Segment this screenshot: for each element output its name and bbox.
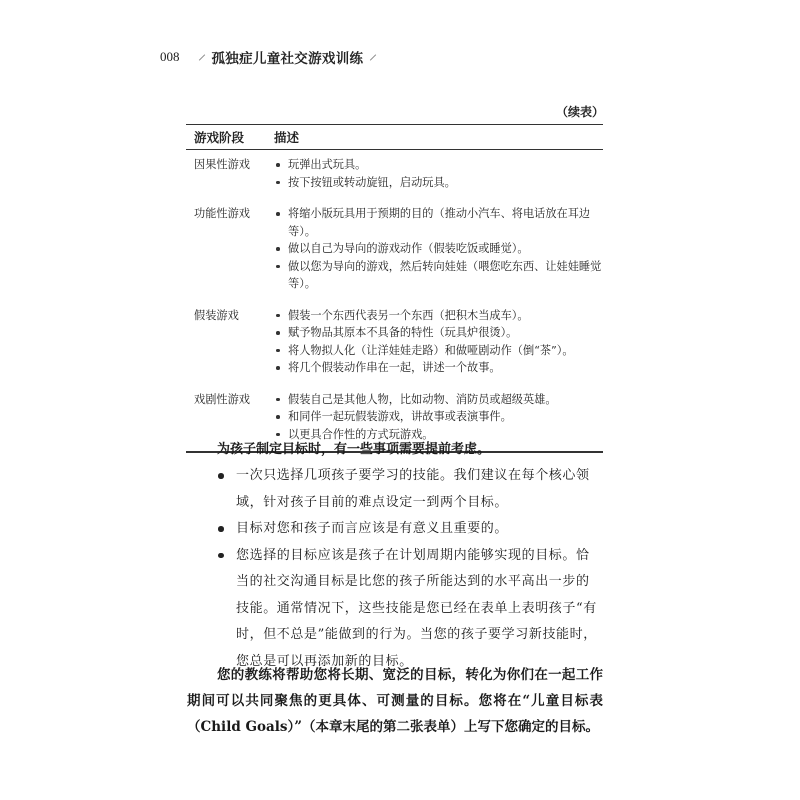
stage-cell: 功能性游戏 xyxy=(194,207,250,220)
description-text: 将缩小版玩具用于预期的目的（推动小汽车、将电话放在耳边等）。 xyxy=(288,207,591,238)
consideration-text: 目标对您和孩子而言应该是有意义且重要的。 xyxy=(236,521,509,536)
play-stages-table xyxy=(186,124,603,453)
book-title: 孤独症儿童社交游戏训练 xyxy=(211,51,364,67)
intro-text: 为孩子制定目标时，有一些事项需要提前考虑。 xyxy=(217,442,491,457)
bullet-icon xyxy=(218,473,224,479)
bullet-icon xyxy=(276,265,280,269)
consideration-text: 一次只选择几项孩子要学习的技能。我们建议在每个核心领域，针对孩子目前的难点设定一到两个目标。 xyxy=(236,468,590,510)
description-item xyxy=(274,258,603,293)
description-item xyxy=(274,174,603,192)
description-text: 赋予物品其原本不具备的特性（玩具炉很烫）。 xyxy=(288,326,518,339)
description-item xyxy=(274,359,603,377)
bullet-icon xyxy=(276,331,280,335)
divider-slash-icon xyxy=(198,54,204,60)
description-item xyxy=(274,324,603,342)
description-text: 假装一个东西代表另一个东西（把积木当成车）。 xyxy=(288,308,529,322)
description-text: 将几个假装动作串在一起，讲述一个故事。 xyxy=(288,361,501,374)
consideration-item xyxy=(217,516,603,543)
description-item xyxy=(274,307,603,325)
description-text: 将人物拟人化（让洋娃娃走路）和做哑剧动作（倒“茶”）。 xyxy=(288,343,574,357)
description-text: 以更具合作性的方式玩游戏。 xyxy=(288,427,434,441)
description-item xyxy=(274,205,603,240)
bullet-icon xyxy=(276,366,280,370)
description-cell xyxy=(274,156,603,191)
consideration-text: 您选择的目标应该是孩子在计划周期内能够实现的目标。恰当的社交沟通目标是比您的孩子所能达到的水平高出一步的技能。通常情况下，这些技能是您已经在表单上表明孩子“有时，但不总是”能做到的行为。当您的孩子要学习新技能时，您总是可以再添加新的目标。 xyxy=(236,547,597,669)
description-text: 做以您为导向的游戏，然后转向娃娃（喂您吃东西、让娃娃睡觉等）。 xyxy=(288,259,602,290)
column-header-description: 描述 xyxy=(274,130,300,145)
description-text: 做以自己为导向的游戏动作（假装吃饭或睡觉）。 xyxy=(288,242,529,255)
bullet-icon xyxy=(276,181,280,185)
stage-cell: 假装游戏 xyxy=(194,308,239,322)
description-text: 假装自己是其他人物，比如动物、消防员或超级英雄。 xyxy=(288,392,557,406)
stage-cell: 戏剧性游戏 xyxy=(194,392,250,406)
description-item xyxy=(274,240,603,258)
bullet-icon xyxy=(276,247,280,251)
column-header-stage: 游戏阶段 xyxy=(194,130,245,145)
table-row xyxy=(186,301,603,385)
consideration-item xyxy=(217,543,603,676)
description-text: 和同伴一起玩假装游戏，讲故事或表演事件。 xyxy=(288,410,512,423)
description-text: 按下按钮或转动旋钮，启动玩具。 xyxy=(288,175,456,189)
bullet-icon xyxy=(276,398,280,402)
table-header-row xyxy=(186,125,603,149)
description-cell xyxy=(274,205,603,293)
description-item xyxy=(274,342,603,360)
bullet-icon xyxy=(276,314,280,318)
table-row xyxy=(186,150,603,199)
description-item xyxy=(274,391,603,409)
table-continued-label: （续表） xyxy=(555,105,604,119)
description-item xyxy=(274,408,603,426)
bullet-icon xyxy=(276,433,280,437)
description-cell xyxy=(274,391,603,444)
bullet-icon xyxy=(276,212,280,216)
bullet-icon xyxy=(218,526,224,532)
bullet-icon xyxy=(276,415,280,419)
bullet-icon xyxy=(276,349,280,353)
divider-slash-icon xyxy=(370,54,376,60)
coach-paragraph: 您的教练将帮助您将长期、宽泛的目标，转化为你们在一起工作期间可以共同聚焦的更具体、可测量的目标。您将在“儿童目标表（Child Goals）”（本章末尾的第二张表单）上写下您确定的目标。 xyxy=(187,667,603,735)
description-text: 玩弹出式玩具。 xyxy=(288,158,367,171)
description-item xyxy=(274,156,603,174)
consideration-item xyxy=(217,463,603,516)
table-row xyxy=(186,199,603,301)
bullet-icon xyxy=(218,553,224,559)
page-number: 008 xyxy=(160,49,180,64)
goal-considerations xyxy=(187,437,603,675)
considerations-list xyxy=(217,463,603,675)
bullet-icon xyxy=(276,163,280,167)
stage-cell: 因果性游戏 xyxy=(194,158,250,171)
running-header xyxy=(160,47,383,67)
description-cell xyxy=(274,307,603,377)
